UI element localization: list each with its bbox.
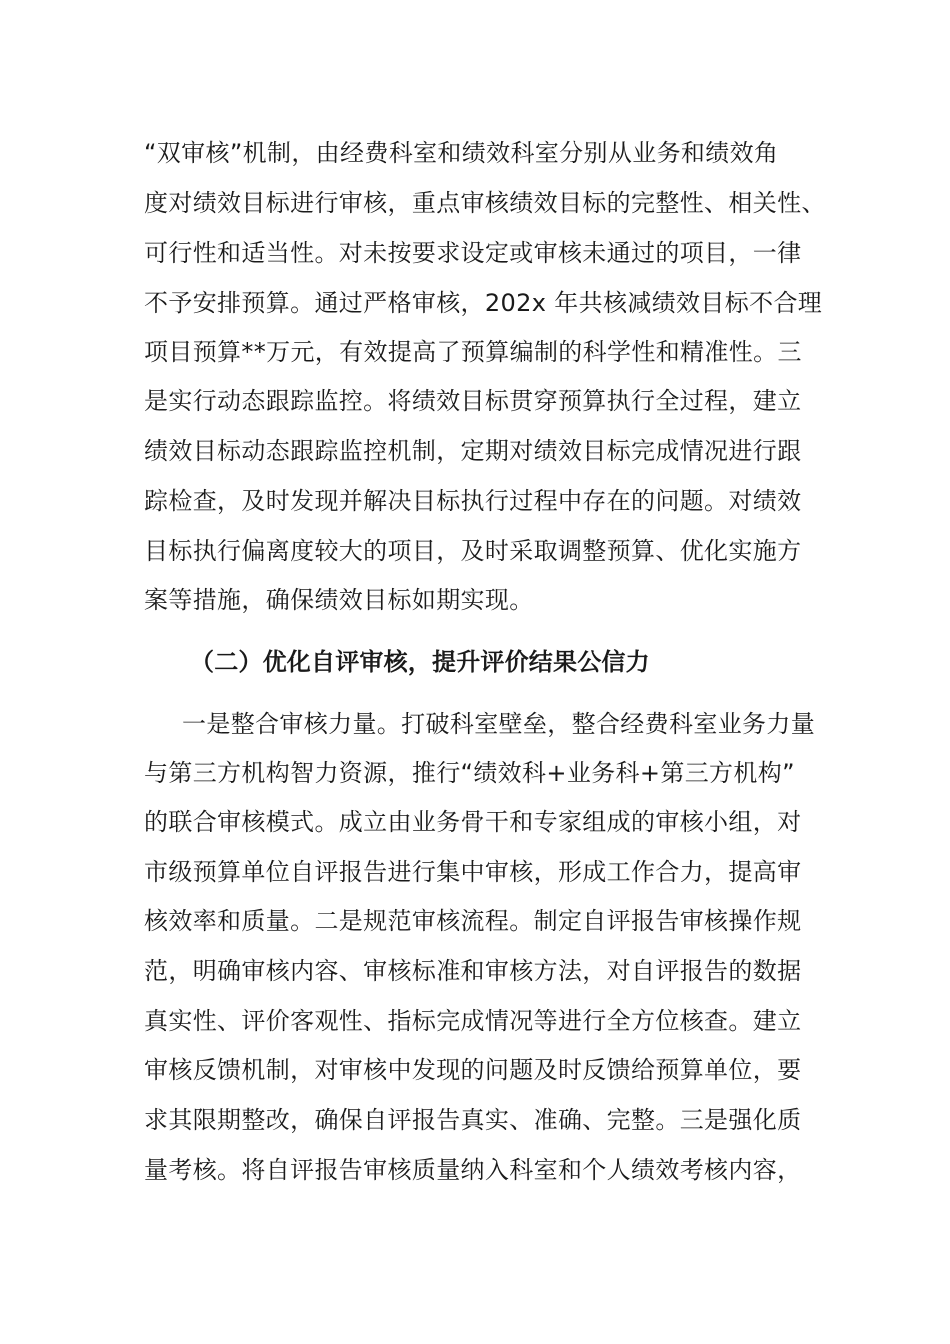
paragraph-line: 踪检查，及时发现并解决目标执行过程中存在的问题。对绩效 [144,487,802,515]
paragraph-line: 可行性和适当性。对未按要求设定或审核未通过的项目，一律 [144,239,802,267]
paragraph-line: 求其限期整改，确保自评报告真实、准确、完整。三是强化质 [144,1106,802,1134]
paragraph-line: 是实行动态跟踪监控。将绩效目标贯穿预算执行全过程，建立 [144,387,802,415]
paragraph-line: 审核反馈机制，对审核中发现的问题及时反馈给预算单位，要 [144,1056,802,1084]
paragraph-line: 量考核。将自评报告审核质量纳入科室和个人绩效考核内容， [144,1156,802,1184]
paragraph-line: 项目预算**万元，有效提高了预算编制的科学性和精准性。三 [144,338,802,366]
paragraph-line: 核效率和质量。二是规范审核流程。制定自评报告审核操作规 [144,907,802,935]
paragraph-line: 一是整合审核力量。打破科室壁垒，整合经费科室业务力量 [182,710,816,738]
paragraph-line: 与第三方机构智力资源，推行“绩效科+业务科+第三方机构” [144,759,795,787]
paragraph-line: “双审核”机制，由经费科室和绩效科室分别从业务和绩效角 [144,139,779,167]
paragraph-line: 绩效目标动态跟踪监控机制，定期对绩效目标完成情况进行跟 [144,437,802,465]
paragraph-line: 真实性、评价客观性、指标完成情况等进行全方位核查。建立 [144,1007,802,1035]
paragraph-line: 案等措施，确保绩效目标如期实现。 [144,586,534,614]
paragraph-line: 的联合审核模式。成立由业务骨干和专家组成的审核小组，对 [144,808,802,836]
paragraph-line: 度对绩效目标进行审核，重点审核绩效目标的完整性、相关性、 [144,189,826,217]
paragraph-line: 目标执行偏离度较大的项目，及时采取调整预算、优化实施方 [144,537,802,565]
paragraph-line: 范，明确审核内容、审核标准和审核方法，对自评报告的数据 [144,957,802,985]
section-heading: （二）优化自评审核，提升评价结果公信力 [190,648,650,676]
paragraph-line: 市级预算单位自评报告进行集中审核，形成工作合力，提高审 [144,858,802,886]
paragraph-line: 不予安排预算。通过严格审核，202x 年共核减绩效目标不合理 [144,289,823,317]
